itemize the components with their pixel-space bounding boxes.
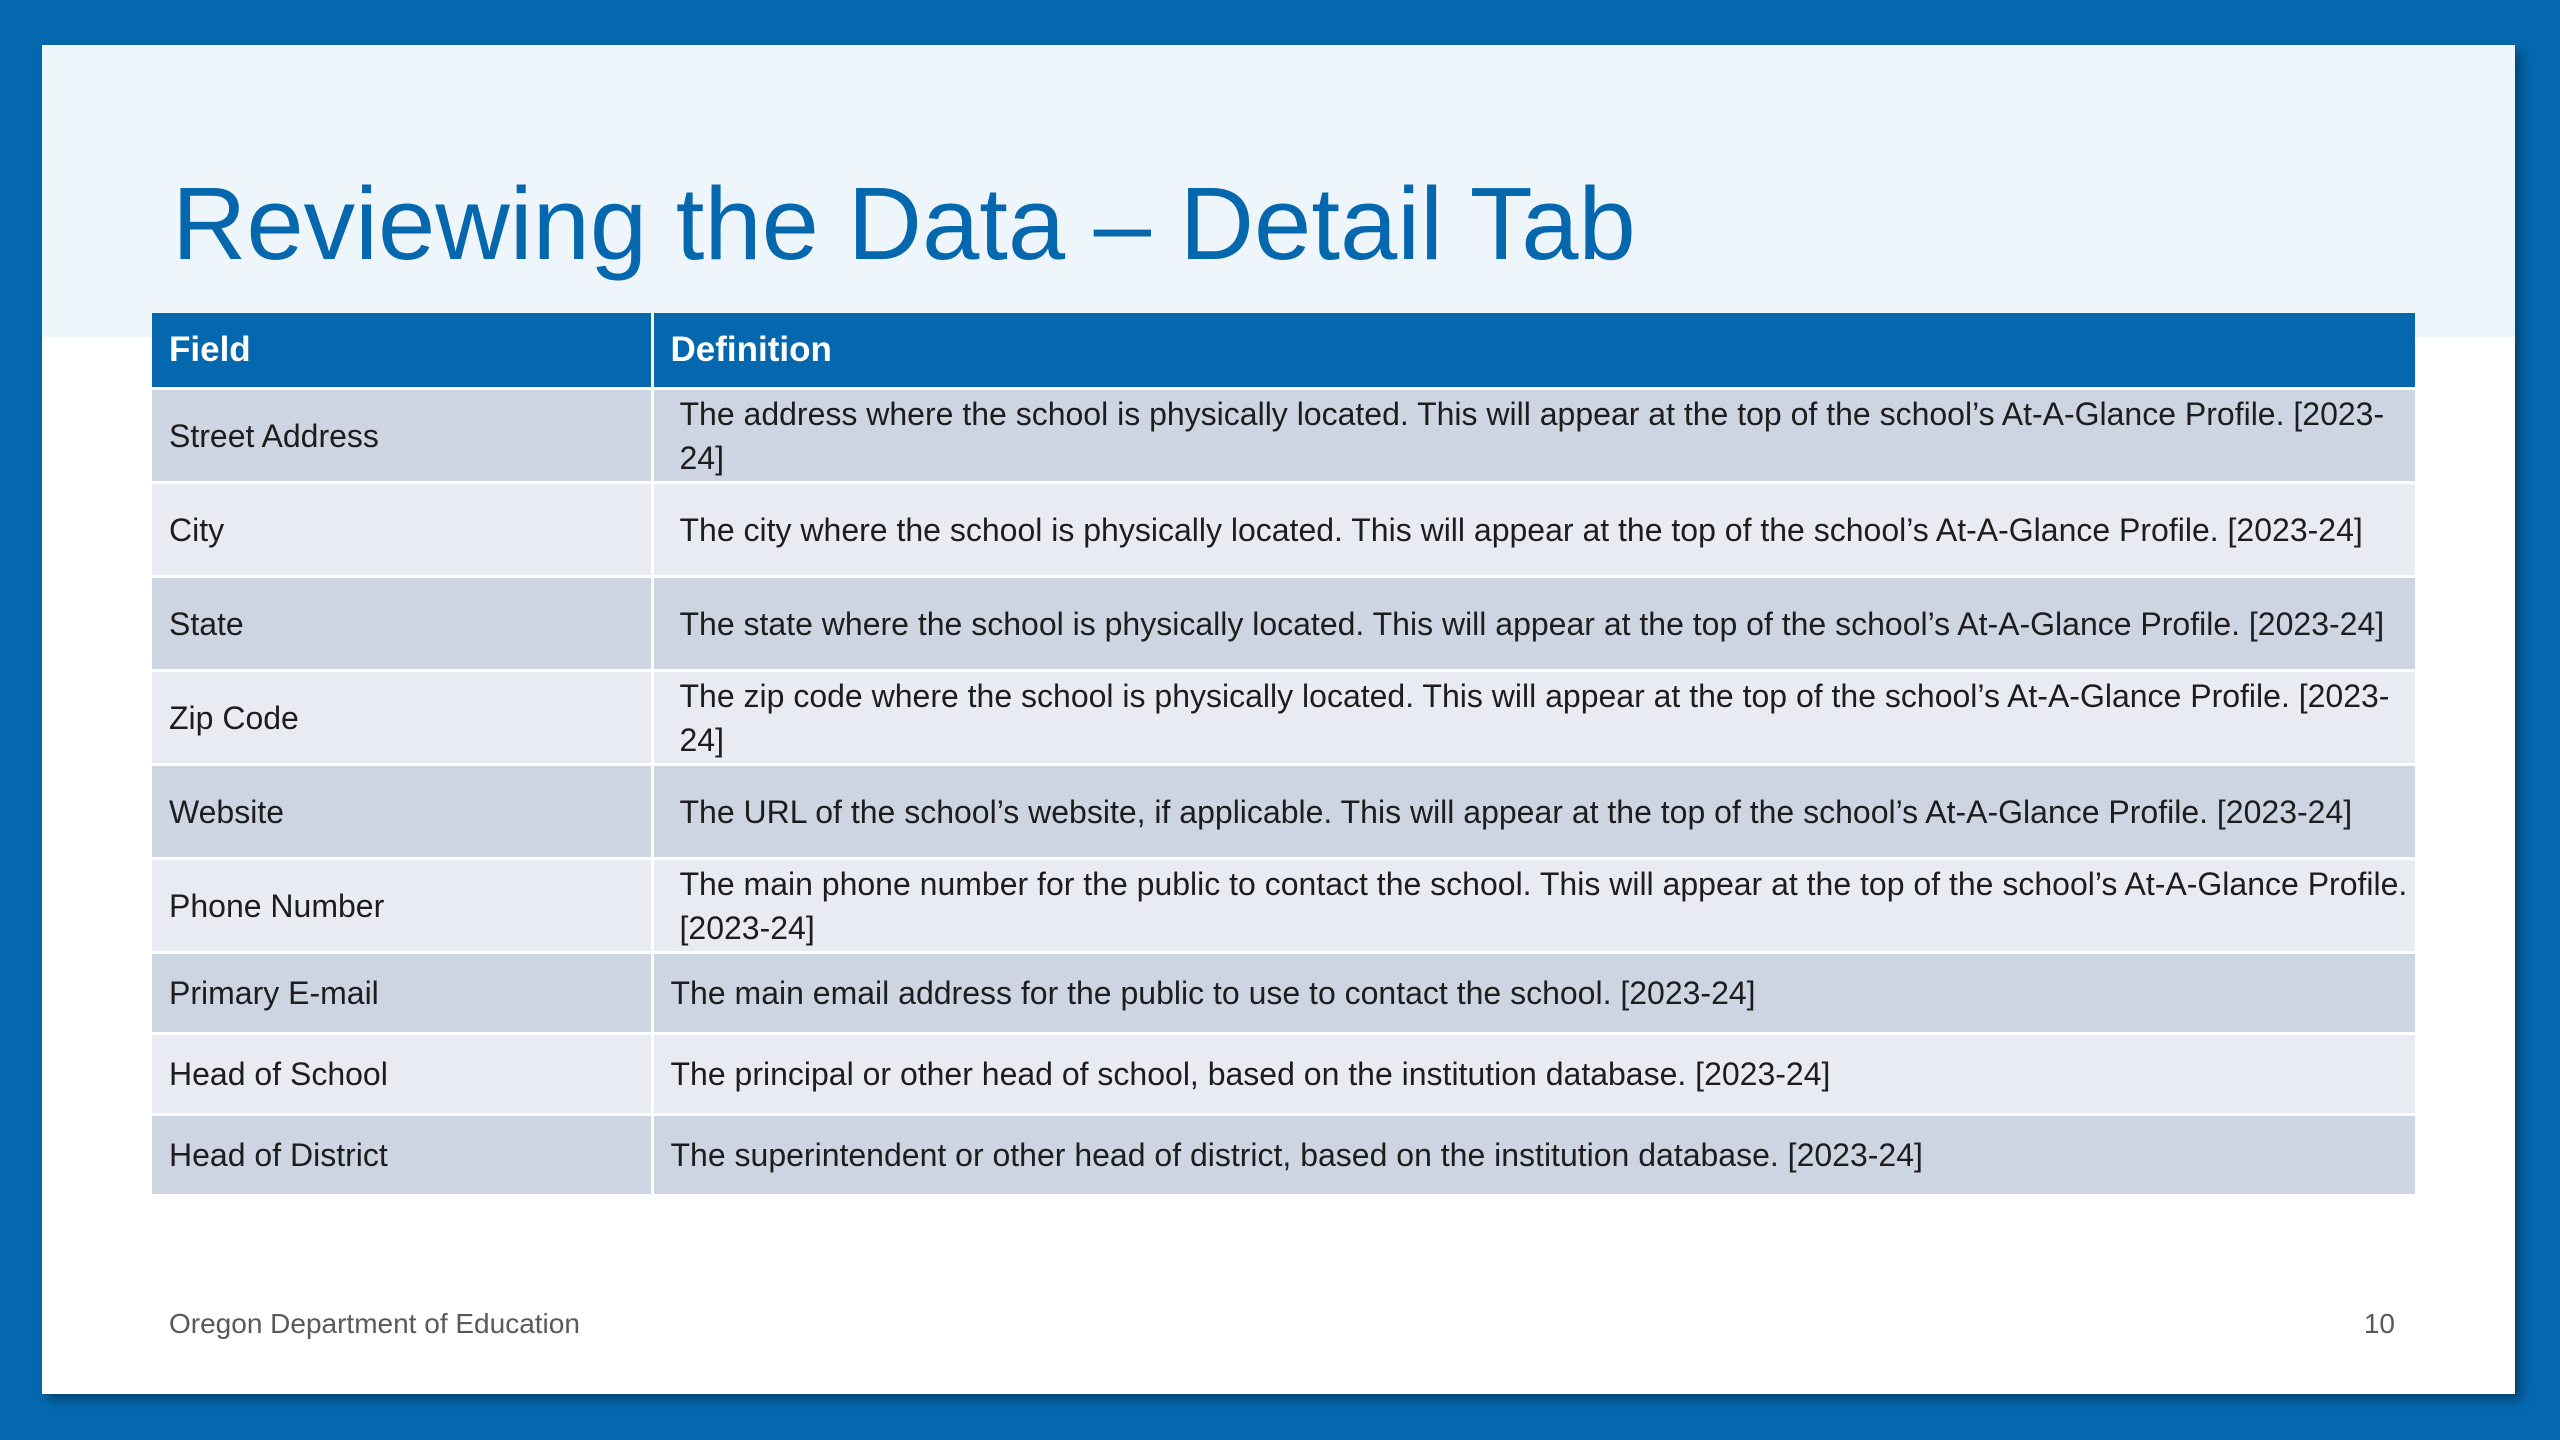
field-cell: Phone Number <box>152 859 652 953</box>
table-row <box>152 577 2415 671</box>
footer-organization: Oregon Department of Education <box>169 1308 580 1339</box>
table-row <box>152 483 2415 577</box>
field-cell: City <box>152 483 652 577</box>
slide-title: Reviewing the Data – Detail Tab <box>172 166 1636 281</box>
field-cell: Website <box>152 765 652 859</box>
field-cell: Head of District <box>152 1115 652 1195</box>
definition-cell: The superintendent or other head of district, based on the institution database. [2023-24] <box>652 1115 2415 1195</box>
definition-cell: The main email address for the public to use to contact the school. [2023-24] <box>652 953 2415 1034</box>
field-cell: Street Address <box>152 389 652 483</box>
table-row <box>152 1115 2415 1195</box>
table-row <box>152 1034 2415 1115</box>
field-cell: State <box>152 577 652 671</box>
definition-cell: The state where the school is physically located. This will appear at the top of the school’s At-A-Glance Profile. [2023-24] <box>652 577 2415 671</box>
header-definition: Definition <box>652 313 2415 389</box>
slide <box>42 45 2515 1394</box>
table-row <box>152 859 2415 953</box>
definitions-table <box>152 313 2415 1194</box>
header-field: Field <box>152 313 652 389</box>
table-row <box>152 953 2415 1034</box>
table-header-row <box>152 313 2415 389</box>
table-row <box>152 671 2415 765</box>
page-number: 10 <box>2363 1308 2395 1339</box>
table-row <box>152 389 2415 483</box>
field-cell: Zip Code <box>152 671 652 765</box>
definition-cell: The zip code where the school is physically located. This will appear at the top of the school’s At-A-Glance Profile. [2023-24] <box>652 671 2415 765</box>
definition-cell: The city where the school is physically located. This will appear at the top of the school’s At-A-Glance Profile. [2023-24] <box>652 483 2415 577</box>
definition-cell: The address where the school is physically located. This will appear at the top of the school’s At-A-Glance Profile. [2023-24] <box>652 389 2415 483</box>
definition-cell: The main phone number for the public to contact the school. This will appear at the top of the school’s At-A-Glance Profile. [2023-24] <box>652 859 2415 953</box>
definition-cell: The principal or other head of school, based on the institution database. [2023-24] <box>652 1034 2415 1115</box>
field-cell: Primary E-mail <box>152 953 652 1034</box>
table-row <box>152 765 2415 859</box>
field-cell: Head of School <box>152 1034 652 1115</box>
definition-cell: The URL of the school’s website, if applicable. This will appear at the top of the school’s At-A-Glance Profile. [2023-24] <box>652 765 2415 859</box>
